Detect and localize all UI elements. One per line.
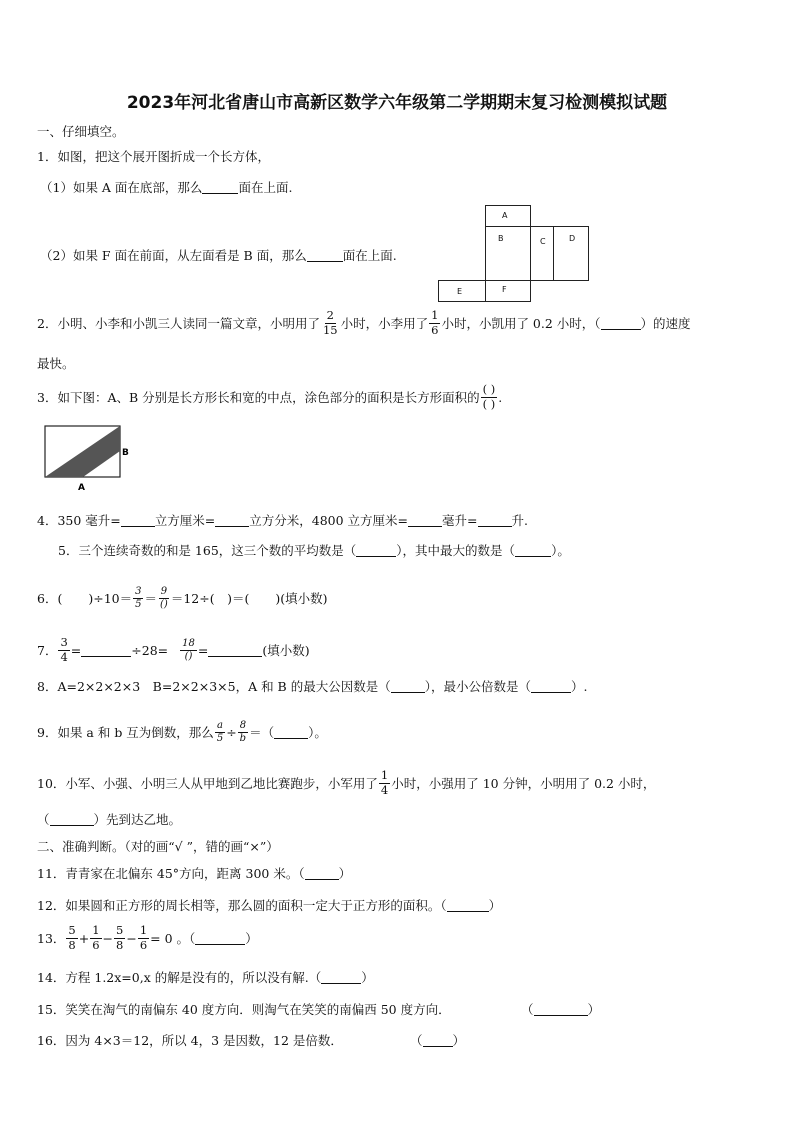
fraction-denominator: 8 [68,937,76,952]
fraction-9-blank[interactable] [158,587,170,610]
fraction-numerator: 5 [116,923,124,937]
answer-blank[interactable] [447,899,489,912]
q12-text: 12．如果圆和正方形的周长相等，那么圆的面积一定大于正方形的面积。（ [37,898,447,913]
q2-text-b: 小时，小李用了 [340,316,429,331]
answer-blank[interactable] [81,644,131,657]
answer-blank[interactable] [305,867,339,880]
q5-text-a: 5．三个连续奇数的和是 165，这三个数的平均数是（ [58,543,357,558]
fraction-18-blank[interactable] [180,639,197,662]
net-label-d: D [569,234,576,243]
q14-text: 14．方程 1.2x=0,x 的解是没有的，所以没有解.（ [37,970,322,985]
q5-text-c: ）。 [551,543,570,558]
net-face-f [485,280,531,302]
fraction-denominator: 6 [139,937,148,952]
question-10 [37,764,655,802]
fraction-3-5 [133,587,143,610]
answer-blank[interactable] [50,813,94,826]
fraction-denominator: 6 [92,937,100,952]
q16-open: （ [410,1033,423,1048]
question-15 [37,1000,451,1018]
q11-close: ） [338,866,352,881]
fraction-denominator: () [160,598,168,610]
fraction-numerator: a [217,719,223,731]
fraction-1-6 [429,310,440,336]
question-11 [37,864,351,882]
fraction-1-6 [90,925,101,951]
answer-blank[interactable] [274,726,308,739]
q7-text-e: (填小数) [262,643,310,658]
question-8 [37,677,587,695]
answer-blank[interactable] [531,680,571,693]
q8-text-b: ），最小公倍数是（ [424,679,531,694]
q10-text-d: ）先到达乙地。 [93,812,182,827]
q15-close: ） [587,1002,601,1017]
q15-open: （ [521,1002,534,1017]
fraction-1-4 [379,770,390,796]
q4-text-c: 立方分米，4800 立方厘米= [249,513,409,528]
fraction-denominator: ( ) [482,396,496,411]
question-16 [37,1031,343,1049]
q16-text: 16．因为 4×3＝12，所以 4，3 是因数，12 是倍数． [37,1033,343,1048]
q13-text-a: 13． [37,931,66,946]
question-3 [37,378,502,416]
fraction-5-8 [66,925,77,951]
fraction-denominator: 15 [322,322,338,337]
question-1-part-1 [40,178,292,196]
fraction-numerator: 1 [431,308,439,322]
q6-text-b: )÷10＝ [88,591,133,606]
fraction-2-15 [321,310,340,336]
net-label-f: F [502,285,507,294]
question-14 [37,968,374,986]
net-label-b: B [498,234,504,243]
net-face-a [485,205,531,227]
q1-part1-text: （1）如果 A 面在底部，那么 [40,180,203,195]
fraction-denominator: b [239,732,247,744]
q14-close: ） [361,970,374,985]
label-a: A [78,483,85,493]
net-label-e: E [457,287,463,296]
answer-blank[interactable] [515,544,551,557]
fraction-numerator: 18 [182,637,195,649]
q8-text-c: ）. [570,679,588,694]
q5-text-b: ），其中最大的数是（ [396,543,516,558]
q4-text-e: 升. [511,513,528,528]
net-face-c [530,226,554,281]
fraction-blank[interactable] [481,384,498,410]
q2-line-2: 最快。 [37,356,75,371]
fraction-8-b [238,721,248,744]
answer-blank[interactable] [215,514,249,527]
q9-divide: ÷ [226,724,237,740]
fraction-denominator: 4 [60,649,68,664]
q16-answer [410,1031,465,1049]
q4-text-a: 4．350 毫升= [37,513,121,528]
q13-op: − [102,930,114,946]
fraction-numerator: 5 [68,923,76,937]
q8-text-a: 8．A=2×2×2×3 B=2×2×3×5，A 和 B 的最大公因数是（ [37,679,391,694]
net-label-c: C [540,237,546,246]
section-2-heading: 二、准确判断。（对的画“√ ”，错的画“×”） [37,839,279,854]
q12-close: ） [488,898,502,913]
q13-op: − [126,930,137,946]
q6-text-a: 6．( [37,591,63,606]
fraction-numerator: 1 [139,923,148,937]
net-label-a: A [502,211,508,220]
q3-text: 3．如下图：A、B 分别是长方形长和宽的中点，涂色部分的面积是长方形面积的 [37,390,480,405]
q2-text-c: 小时，小凯用了 0.2 小时，（ [441,316,601,331]
question-1-stem: 1．如图，把这个展开图折成一个长方体， [37,149,270,164]
answer-blank[interactable] [391,680,425,693]
q6-text-c: ＝12÷( )＝( [170,591,250,606]
q11-text: 11．青青家在北偏东 45°方向，距离 300 米。（ [37,866,305,881]
question-9 [37,712,327,752]
fraction-1-6 [138,925,149,951]
fraction-denominator: 8 [116,937,124,952]
fraction-denominator: 5 [135,598,142,610]
q2-text-d: ）的速度 [640,316,691,331]
label-b: B [122,448,129,458]
fraction-5-8 [114,925,125,951]
answer-blank[interactable] [307,249,343,262]
fraction-numerator: 1 [92,923,100,937]
q2-text-a: 2．小明、小李和小凯三人读同一篇文章，小明用了 [37,316,320,331]
q1-part1-tail: 面在上面. [238,180,293,195]
q9-text-c: ）。 [308,725,327,740]
question-5 [58,541,570,559]
question-12 [37,896,501,914]
q13-text-b: = 0 。（ [150,931,196,946]
q10-text-a: 10．小军、小强、小明三人从甲地到乙地比赛跑步，小军用了 [37,776,378,791]
q15-answer [521,1000,600,1018]
shaded-rectangle-figure [42,424,137,496]
q7-text-b: = [70,642,82,658]
answer-blank[interactable] [478,514,512,527]
fraction-numerator: 3 [60,635,68,649]
cuboid-net-figure [438,205,588,301]
fraction-denominator: 5 [216,732,224,744]
q9-text-b: ＝（ [249,725,275,740]
answer-blank[interactable] [202,181,238,194]
question-1-part-2 [40,246,397,264]
q10-text-c: （ [37,812,50,827]
fraction-3-4 [58,637,69,663]
question-4 [37,511,528,529]
answer-blank[interactable] [121,514,155,527]
q6-equals: ＝ [144,591,157,606]
answer-blank[interactable] [356,544,396,557]
q10-line-2 [37,810,181,828]
q15-text: 15．笑笑在淘气的南偏东 40 度方向．则淘气在笑笑的南偏西 50 度方向． [37,1002,451,1017]
q3-end: . [498,389,503,405]
q13-close: ） [245,931,258,946]
fraction-denominator: 6 [431,322,439,337]
fraction-numerator: 3 [135,585,142,597]
q7-text-a: 7． [37,643,58,658]
question-7 [37,630,310,670]
answer-blank[interactable] [534,1003,588,1016]
q1-part2-tail: 面在上面. [342,248,397,263]
answer-blank[interactable] [601,317,641,330]
q9-text-a: 9．如果 a 和 b 互为倒数，那么 [37,725,214,740]
fraction-numerator: 2 [326,308,334,322]
answer-blank[interactable] [423,1034,453,1047]
answer-blank[interactable] [408,514,442,527]
answer-blank[interactable] [321,971,361,984]
q4-text-d: 毫升= [442,513,478,528]
fraction-numerator: 8 [239,719,247,731]
q6-text-d: )(填小数) [275,591,328,606]
q10-text-b: 小时，小强用了 10 分钟，小明用了 0.2 小时， [391,776,656,791]
q7-text-d: = [197,642,209,658]
question-13 [37,918,258,958]
fraction-numerator: ( ) [482,382,496,396]
fraction-a-5 [215,721,225,744]
page-title: 2023年河北省唐山市高新区数学六年级第二学期期末复习检测模拟试题 [126,93,668,113]
q16-close: ） [452,1033,466,1048]
question-2 [37,310,691,336]
answer-blank[interactable] [208,644,262,657]
q1-part2-text: （2）如果 F 面在前面，从左面看是 B 面，那么 [40,248,307,263]
fraction-denominator: 4 [380,782,389,797]
fraction-numerator: 1 [380,768,389,782]
question-6 [37,578,327,618]
q7-text-c: ÷28= [131,642,169,658]
q13-op: + [78,930,90,946]
net-face-b [485,226,531,281]
section-1-heading: 一、仔细填空。 [37,124,125,139]
q4-text-b: 立方厘米= [154,513,216,528]
fraction-numerator: 9 [160,585,168,597]
fraction-denominator: () [184,650,193,662]
answer-blank[interactable] [195,932,245,945]
